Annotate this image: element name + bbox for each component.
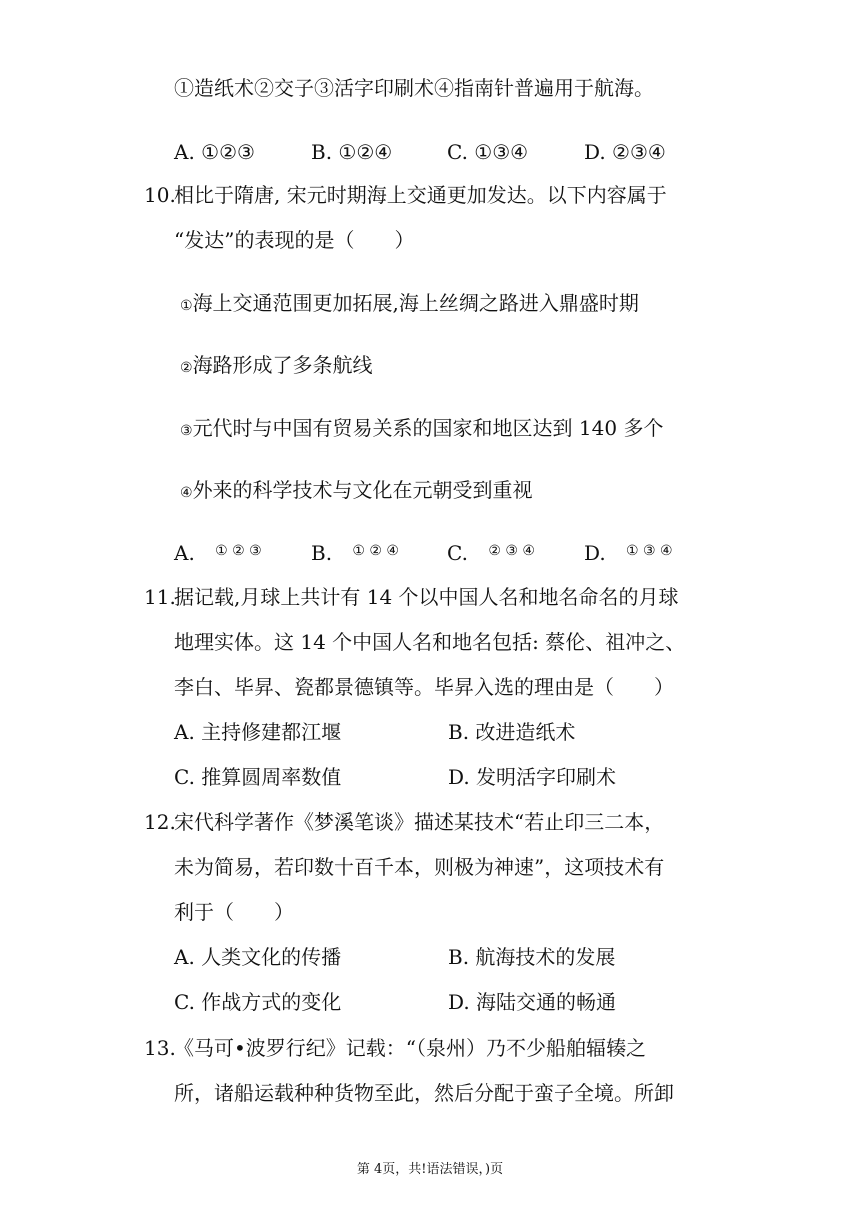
q10-option-a-marks: ① ② ③ [215, 543, 262, 559]
q10-item-1-text: 海上交通范围更加拓展,海上丝绸之路进入鼎盛时期 [192, 291, 639, 315]
q10-item-3-text: 元代时与中国有贸易关系的国家和地区达到 140 多个 [192, 416, 664, 440]
q10-option-d-letter: D. [584, 541, 606, 565]
q11-stem-line-3: 李白、毕昇、瓷都景德镇等。毕昇入选的理由是（ ） [174, 675, 674, 699]
q10-stem-line-2: “发达”的表现的是（ ） [174, 228, 415, 252]
q9-items-line: ①造纸术②交子③活字印刷术④指南针普遍用于航海。 [174, 76, 654, 100]
q13-stem-line-2: 所，诸船运载种种货物至此，然后分配于蛮子全境。所卸 [174, 1081, 674, 1105]
q12-option-d: D. 海陆交通的畅通 [448, 990, 617, 1014]
q12-stem-line-2: 未为简易，若印数十百千本，则极为神速”，这项技术有 [174, 855, 665, 879]
q13-number: 13. [144, 1036, 176, 1060]
q9-option-a: A. ①②③ [174, 140, 255, 164]
q10-option-a-letter: A. [174, 541, 195, 565]
q10-item-2 [180, 353, 373, 380]
q12-stem-line-1: 宋代科学著作《梦溪笔谈》描述某技术“若止印三二本， [174, 810, 665, 834]
q10-item-4-mark: ④ [180, 485, 193, 501]
page-footer: 第 4页，共!语法错误，)页 [356, 1162, 504, 1177]
q12-stem-line-3: 利于（ ） [174, 900, 294, 924]
q10-item-2-text: 海路形成了多条航线 [192, 353, 373, 377]
q10-item-2-mark: ② [180, 360, 193, 376]
q10-option-d-marks: ① ③ ④ [626, 543, 673, 559]
q11-option-b: B. 改进造纸术 [448, 720, 576, 744]
q13-stem-line-1: 《马可•波罗行纪》记载：“（泉州）乃不少船舶辐辏之 [174, 1036, 647, 1060]
q12-option-a: A. 人类文化的传播 [174, 945, 342, 969]
q10-option-b [311, 541, 399, 568]
q12-number: 12. [144, 810, 176, 834]
q10-option-c-letter: C. [447, 541, 468, 565]
q9-option-d: D. ②③④ [584, 140, 666, 164]
q10-option-b-letter: B. [311, 541, 333, 565]
q10-option-c [447, 541, 535, 568]
q9-option-c: C. ①③④ [447, 140, 529, 164]
q10-option-c-marks: ② ③ ④ [488, 543, 535, 559]
q11-option-a: A. 主持修建都江堰 [174, 720, 342, 744]
q12-option-c: C. 作战方式的变化 [174, 990, 342, 1014]
q11-stem-line-2: 地理实体。这 14 个中国人名和地名包括: 蔡伦、祖冲之、 [174, 630, 686, 654]
q10-item-3-mark: ③ [180, 423, 193, 439]
q10-stem-line-1: 相比于隋唐, 宋元时期海上交通更加发达。以下内容属于 [174, 183, 667, 207]
q9-option-b: B. ①②④ [311, 140, 393, 164]
q10-item-1-mark: ① [180, 298, 193, 314]
q12-option-b: B. 航海技术的发展 [448, 945, 616, 969]
q10-item-4 [180, 478, 533, 505]
q10-item-1 [180, 291, 639, 318]
q10-option-a [174, 541, 262, 568]
q10-option-b-marks: ① ② ④ [352, 543, 399, 559]
q11-option-c: C. 推算圆周率数值 [174, 765, 342, 789]
q10-item-3 [180, 416, 663, 443]
q11-stem-line-1: 据记载,月球上共计有 14 个以中国人名和地名命名的月球 [174, 585, 679, 609]
q11-number: 11. [144, 585, 176, 609]
q10-item-4-text: 外来的科学技术与文化在元朝受到重视 [192, 478, 533, 502]
q11-option-d: D. 发明活字印刷术 [448, 765, 617, 789]
q10-number: 10. [144, 183, 176, 207]
q10-option-d [584, 541, 673, 568]
